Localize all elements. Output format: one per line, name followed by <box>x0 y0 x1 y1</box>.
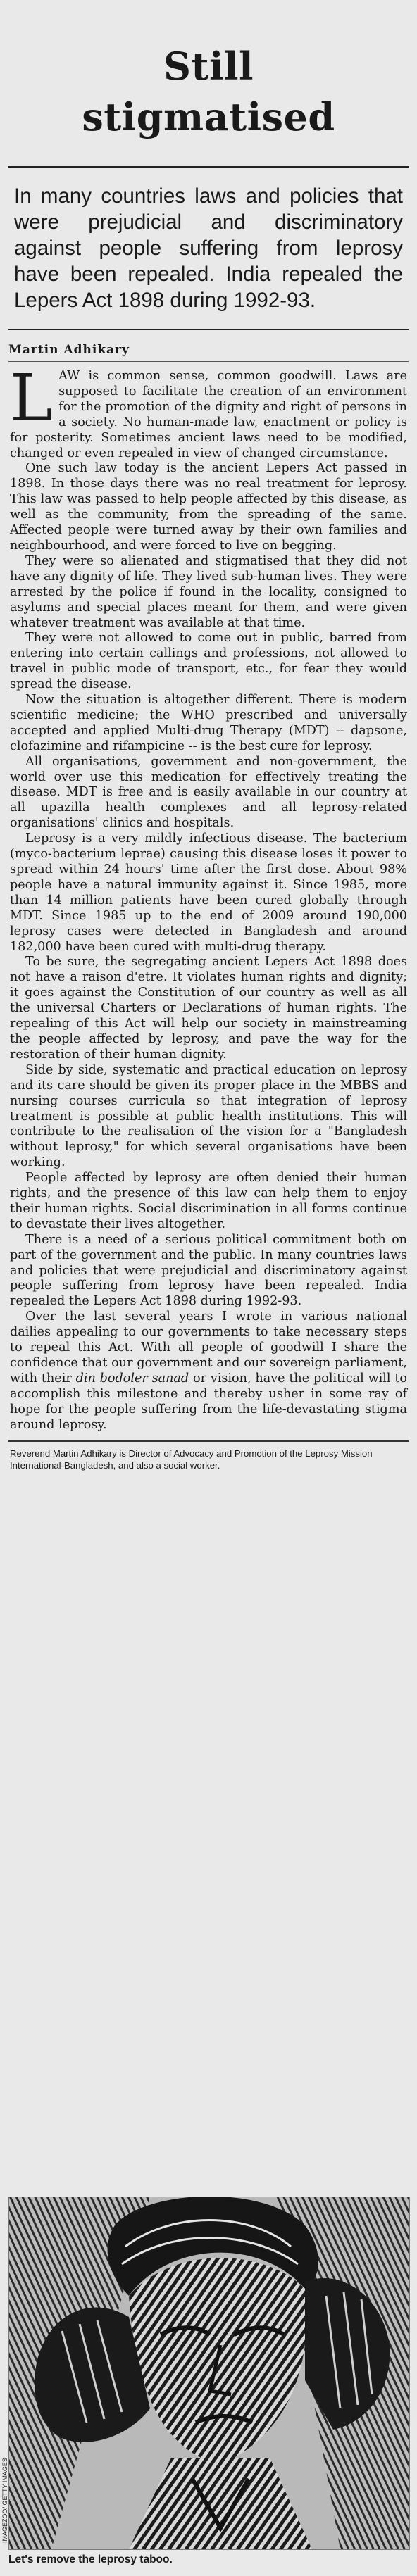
paragraph-10: People affected by leprosy are often denied their human rights, and the presence of this law can help them to enjoy their human rights. Social discrimination in all forms continue to devastate their lives altogether. <box>10 1171 407 1231</box>
paragraph-1 <box>10 360 407 461</box>
paragraph-11: There is a need of a serious political commitment both on part of the government and the public. In many countries laws and policies that were prejudicial and discriminatory against people suffering from leprosy have been repealed. India repealed the Lepers Act 1898 during 1992-93. <box>10 1232 407 1309</box>
paragraph-7: Leprosy is a very mildly infectious disease. The bacterium (myco-bacterium leprae) causing this disease loses it power to spread within 24 hours' time after the first dose. About 98% people have a natural immunity against it. Since 1985, more than 14 million patients have been cured globally through MDT. Since 1985 up to the end of 2009 around 190,000 leprosy cases were detected in Bangladesh and around 182,000 have been cured with multi-drug therapy. <box>10 831 407 954</box>
paragraph-6: All organisations, government and non-government, the world over use this medication for effectively treating the disease. MDT is free and is easily available in our country at all upazilla health complexes and all leprosy-related organisations' clinics and hospitals. <box>10 754 407 831</box>
image-caption: Let's remove the leprosy taboo. <box>8 2553 173 2565</box>
paragraph-1-text: AW is common sense, common goodwill. Laws are supposed to facilitate the creation of an environment for the promotion of the dignity and right of persons in a society. No human-made law, enactment or policy is for posterity. Sometimes ancient laws need to be modified, changed or even repealed in view of changed circumstance. <box>10 369 407 460</box>
headline-line-1: Still <box>163 44 254 89</box>
paragraph-5: Now the situation is altogether different. There is modern scientific medicine; the WHO prescribed and universally accepted and applied Multi-drug Therapy (MDT) -- dapsone, clofazimine and rifampicine -- is the best cure for leprosy. <box>10 693 407 753</box>
paragraph-4: They were not allowed to come out in public, barred from entering into certain callings and professions, not allowed to travel in public mode of transport, etc., for fear they would spread the disease. <box>10 631 407 692</box>
distressed-man-illustration-icon <box>8 2197 410 2550</box>
paragraph-8: To be sure, the segregating ancient Lepers Act 1898 does not have a raison d'etre. It violates human rights and dignity; it goes against the Constitution of our country as well as all the universal Charters or Declarations of human rights. The repealing of this Act will help our society in mainstreaming the people affected by leprosy, and pave the way for the restoration of their human dignity. <box>10 955 407 1062</box>
paragraph-12-text-b: or vision, have the political will to accomplish this milestone and thereby usher in some ray of hope for the people suffering from the life-devastating stigma around leprosy. <box>10 1371 407 1432</box>
byline-rule <box>8 361 409 362</box>
paragraph-9: Side by side, systematic and practical education on leprosy and its care should be given its proper place in the MBBS and nursing courses curricula so that integration of leprosy treatment is possible at public health institutions. This will contribute to the realisation of the vision for a "Bangladesh without leprosy," for which several organisations have been working. <box>10 1062 407 1170</box>
photo-credit: IMAGEZOO/ GETTY IMAGES <box>1 2458 8 2543</box>
paragraph-12-text-a: Over the last several years I wrote in various national dailies appealing to our governments to take necessary steps to repeal this Act. With all people of goodwill I share the confidence that our government and our sovereign parliament, with their <box>10 1309 407 1386</box>
paragraph-3: They were so alienated and stigmatised that they did not have any dignity of life. They lived sub-human lives. They were arrested by the police if found in the locality, consigned to asylums and special places meant for them, and were given whatever treatment was available at that time. <box>10 553 407 630</box>
author-bio: Reverend Martin Adhikary is Director of Advocacy and Promotion of the Leprosy Mission International-Bangladesh, and also a social worker. <box>10 1447 373 1471</box>
paragraph-12-italic: din bodoler sanad <box>75 1371 189 1386</box>
headline-line-2: stigmatised <box>82 94 335 139</box>
paragraph-12 <box>10 1309 407 1433</box>
paragraph-2: One such law today is the ancient Lepers Act passed in 1898. In those days there was no real treatment for leprosy. This law was passed to help people affected by this disease, as well as the community, from the spreading of the same. Affected people were turned away by their own families and neighbourhood, and were forced to live on begging. <box>10 461 407 553</box>
byline: Martin Adhikary <box>8 343 130 357</box>
deck-text: In many countries laws and policies that were prejudicial and discriminatory against people suffering from leprosy have been repealed. India repealed the Lepers Act 1898 during 1992-93. <box>14 184 403 312</box>
drop-cap: L <box>10 360 54 436</box>
headline <box>8 0 409 142</box>
article-body <box>8 360 409 1433</box>
